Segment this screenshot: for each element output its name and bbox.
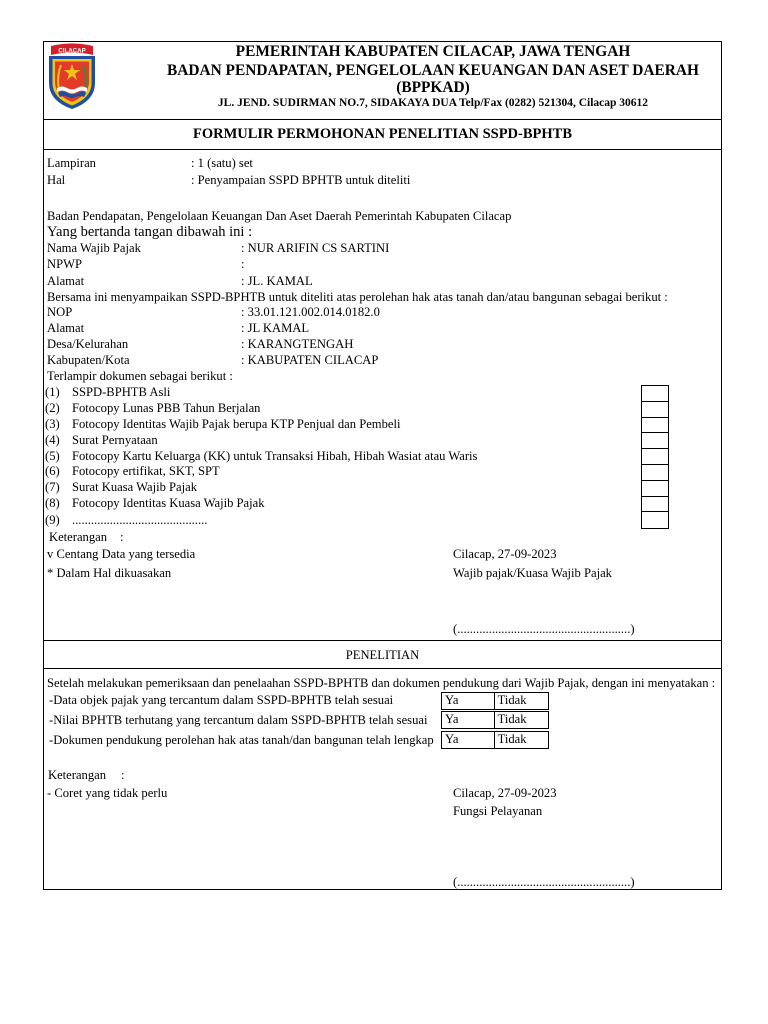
attachment-blank-line: ........................................... [72, 512, 208, 527]
addressee: Badan Pendapatan, Pengelolaan Keuangan Dan Aset Daerah Pemerintah Kabupaten Cilacap [47, 208, 512, 223]
research-intro: Setelah melakukan pemeriksaan dan penelaahan SSPD-BPHTB dan dokumen pendukung dari Wajib Pajak, dengan ini menyatakan : [47, 675, 716, 690]
research-notes-colon: : [121, 767, 125, 782]
lampiran-label: Lampiran [47, 155, 96, 170]
signatory-intro: Yang bertanda tangan dibawah ini : [47, 223, 253, 240]
header-agency-abbr: (BPPKAD) [396, 79, 470, 96]
taxpayer-address-label: Alamat [47, 273, 85, 288]
attachment-checkbox-4[interactable] [641, 432, 669, 449]
header-address: JL. JEND. SUDIRMAN NO.7, SIDAKAYA DUA Telp/Fax (0282) 521304, Cilacap 30612 [217, 97, 649, 109]
research-check-label: -Dokumen pendukung perolehan hak atas tanah/dan bangunan telah lengkap [49, 732, 434, 747]
attachment-number: (8) [45, 495, 60, 510]
object-address-value: : JL KAMAL [241, 320, 310, 335]
signature-name-line: (.......................................................) [453, 621, 635, 636]
lampiran-value: : 1 (satu) set [191, 155, 253, 170]
attachment-label: Fotocopy Kartu Keluarga (KK) untuk Transaksi Hibah, Hibah Wasiat atau Waris [72, 448, 478, 463]
attachment-number: (2) [45, 400, 60, 415]
taxpayer-address-value: : JL. KAMAL [241, 273, 313, 288]
check-1-no-option[interactable]: Tidak [494, 692, 549, 710]
check-3-yes-option[interactable]: Ya [441, 731, 495, 749]
attachment-checkbox-7[interactable] [641, 480, 669, 497]
taxpayer-name-label: Nama Wajib Pajak [47, 240, 141, 255]
note-proxy: * Dalam Hal dikuasakan [47, 565, 172, 580]
research-signature-role: Fungsi Pelayanan [453, 803, 543, 818]
attachment-label: SSPD-BPHTB Asli [72, 384, 171, 399]
attachment-checkbox-8[interactable] [641, 496, 669, 513]
research-check-label: -Data objek pajak yang tercantum dalam SSPD-BPHTB telah sesuai [49, 692, 394, 707]
check-2-no-option[interactable]: Tidak [494, 711, 549, 729]
research-signature-place-date: Cilacap, 27-09-2023 [453, 785, 557, 800]
attachment-checkbox-2[interactable] [641, 401, 669, 418]
notes-label: Keterangan [49, 529, 108, 544]
attachment-label: Fotocopy Identitas Wajib Pajak berupa KTP Penjual dan Pembeli [72, 416, 401, 431]
check-1-yes-option[interactable]: Ya [441, 692, 495, 710]
hal-value: : Penyampaian SSPD BPHTB untuk diteliti [191, 172, 411, 187]
research-signature-name-line: (.......................................................) [453, 874, 635, 889]
research-check-label: -Nilai BPHTB terhutang yang tercantum dalam SSPD-BPHTB telah sesuai [49, 712, 428, 727]
attachment-checkbox-3[interactable] [641, 417, 669, 434]
nop-label: NOP [47, 304, 73, 319]
attachments-intro: Terlampir dokumen sebagai berikut : [47, 368, 233, 383]
object-address-label: Alamat [47, 320, 85, 335]
nop-value: : 33.01.121.002.014.0182.0 [241, 304, 380, 319]
attachment-checkbox-9[interactable] [641, 511, 669, 528]
research-notes-label: Keterangan [48, 767, 107, 782]
taxpayer-npwp-value: : [241, 256, 245, 271]
attachment-label: Fotocopy ertifikat, SKT, SPT [72, 463, 220, 478]
attachment-number: (4) [45, 432, 60, 447]
attachment-checkbox-5[interactable] [641, 448, 669, 465]
attachment-number: (9) [45, 512, 60, 527]
regency-label: Kabupaten/Kota [47, 352, 130, 367]
header-divider [43, 119, 722, 121]
taxpayer-npwp-label: NPWP [47, 256, 82, 271]
attachment-checkbox-6[interactable] [641, 464, 669, 481]
header-agency: BADAN PENDAPATAN, PENGELOLAAN KEUANGAN DAN ASET DAERAH [166, 62, 699, 79]
village-value: : KARANGTENGAH [241, 336, 354, 351]
form-title: FORMULIR PERMOHONAN PENELITIAN SSPD-BPHTB [192, 126, 573, 142]
research-title: PENELITIAN [345, 647, 420, 662]
note-checkmark: v Centang Data yang tersedia [47, 546, 196, 561]
signature-role: Wajib pajak/Kuasa Wajib Pajak [453, 565, 612, 580]
attachment-number: (7) [45, 479, 60, 494]
header-government: PEMERINTAH KABUPATEN CILACAP, JAWA TENGAH [235, 43, 631, 60]
logo-text: CILACAP [58, 47, 86, 55]
attachment-number: (5) [45, 448, 60, 463]
regency-value: : KABUPATEN CILACAP [241, 352, 379, 367]
attachment-label: Fotocopy Lunas PBB Tahun Berjalan [72, 400, 261, 415]
hal-label: Hal [47, 172, 66, 187]
attachment-number: (6) [45, 463, 60, 478]
attachment-label: Surat Pernyataan [72, 432, 158, 447]
cilacap-logo [46, 43, 98, 111]
check-2-yes-option[interactable]: Ya [441, 711, 495, 729]
notes-colon: : [120, 529, 124, 544]
research-title-divider [43, 668, 722, 670]
village-label: Desa/Kelurahan [47, 336, 129, 351]
check-3-no-option[interactable]: Tidak [494, 731, 549, 749]
submission-statement: Bersama ini menyampaikan SSPD-BPHTB untuk diteliti atas perolehan hak atas tanah dan/atau bangunan sebagai berikut : [47, 289, 668, 304]
research-top-divider [43, 640, 722, 642]
signature-place-date: Cilacap, 27-09-2023 [453, 546, 557, 561]
attachment-checkbox-1[interactable] [641, 385, 669, 402]
taxpayer-name-value: : NUR ARIFIN CS SARTINI [241, 240, 390, 255]
attachment-number: (1) [45, 384, 60, 399]
attachment-label: Fotocopy Identitas Kuasa Wajib Pajak [72, 495, 265, 510]
attachment-label: Surat Kuasa Wajib Pajak [72, 479, 198, 494]
attachment-number: (3) [45, 416, 60, 431]
title-divider [43, 149, 722, 151]
research-note-strike: - Coret yang tidak perlu [47, 785, 168, 800]
